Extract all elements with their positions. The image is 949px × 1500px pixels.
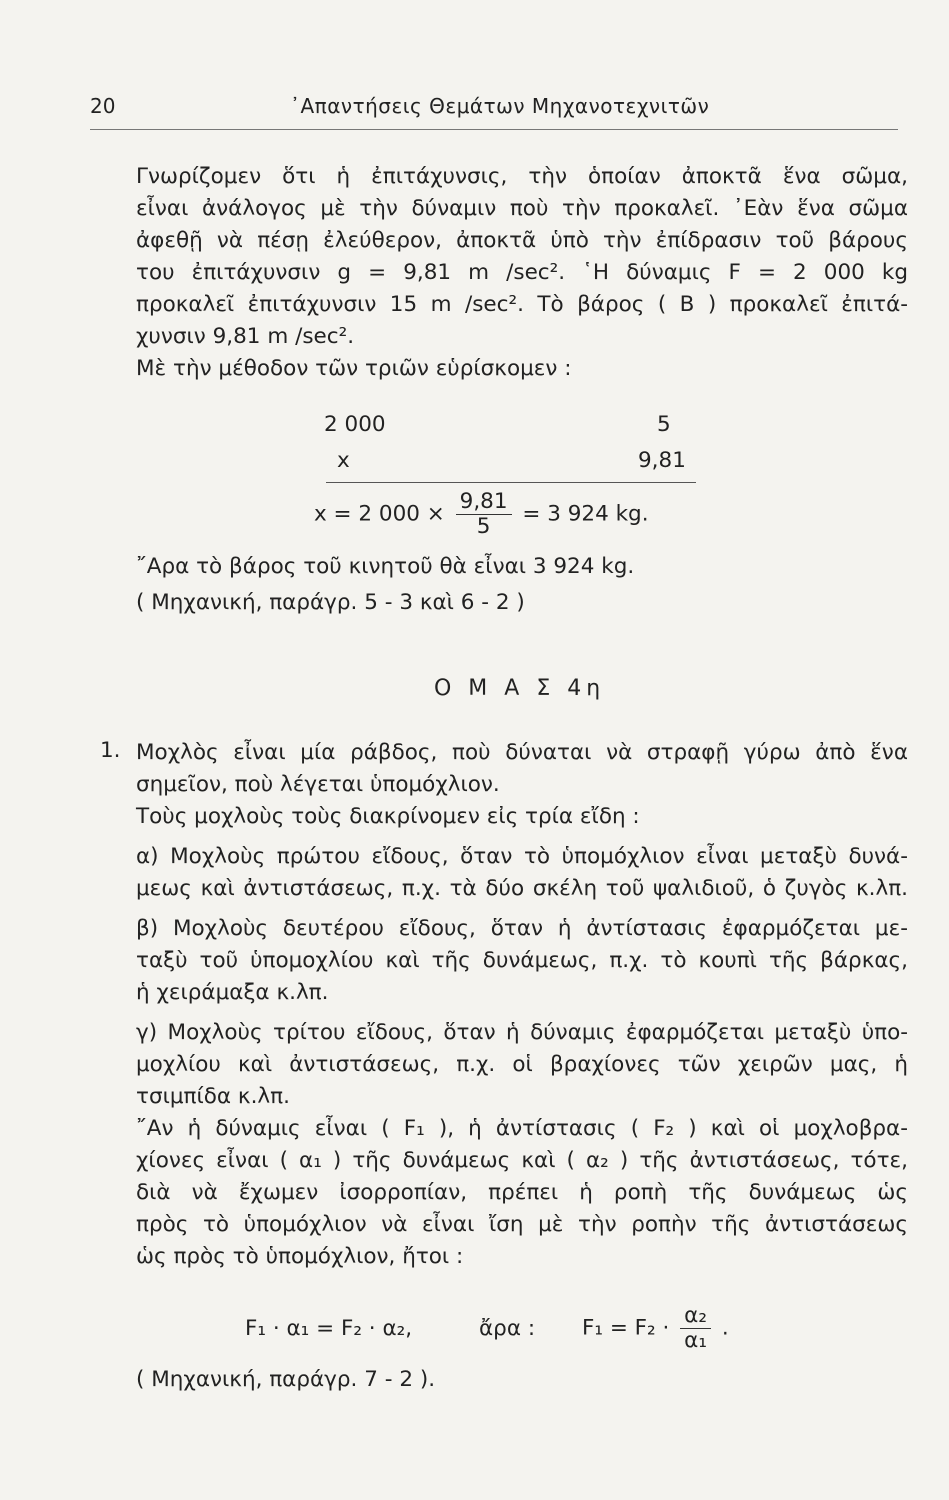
text-line: χυνσιν 9,81 m /sec².	[136, 324, 355, 349]
formula-end: .	[721, 1315, 729, 1341]
calc-eq-lhs: x = 2 000 ×	[314, 501, 445, 527]
formula-right-lhs: F₁ = F₂ ·	[582, 1315, 670, 1341]
text-line: μεως καὶ ἀντιστάσεως, π.χ. τὰ δύο σκέλη τοῦ ψαλιδιοῦ, ὁ ζυγὸς κ.λπ.	[136, 876, 908, 901]
calc-equation	[314, 490, 649, 539]
text-line: πρὸς τὸ ὑπομόχλιον νὰ εἶναι ἴση μὲ τὴν ροπὴν τῆς ἀντιστάσεως	[136, 1212, 908, 1237]
text-line: προκαλεῖ ἐπιτάχυνσιν 15 m /sec². Τὸ βάρος ( B ) προκαλεῖ ἐπιτά-	[136, 292, 908, 317]
text-line: Μοχλὸς εἶναι μία ράβδος, ποὺ δύναται νὰ στραφῇ γύρω ἀπὸ ἕνα	[136, 740, 908, 765]
text-line: τσιμπίδα κ.λπ.	[136, 1084, 290, 1109]
calc-r1-left: 2 000	[324, 412, 386, 437]
text-line: ὡς πρὸς τὸ ὑπομόχλιον, ἤτοι :	[136, 1244, 464, 1269]
calc-frac-den: 5	[476, 514, 491, 539]
text-line: α) Μοχλοὺς πρώτου εἴδους, ὅταν τὸ ὑπομόχλιον εἶναι μεταξὺ δυνά-	[136, 844, 908, 869]
text-line: Τοὺς μοχλοὺς τοὺς διακρίνομεν εἰς τρία εἴδη :	[136, 804, 640, 829]
formula-word: ἄρα :	[479, 1316, 536, 1341]
calc-r1-right: 5	[657, 412, 671, 437]
text-line: γ) Μοχλοὺς τρίτου εἴδους, ὅταν ἡ δύναμις ἐφαρμόζεται μεταξὺ ὑπο-	[136, 1020, 908, 1045]
page-header	[90, 94, 900, 128]
text-line: ῎Αν ἡ δύναμις εἶναι ( F₁ ), ἡ ἀντίστασις ( F₂ ) καὶ οἱ μοχλοβρα-	[136, 1116, 908, 1141]
item-number: 1.	[100, 738, 121, 763]
text-line: β) Μοχλοὺς δευτέρου εἴδους, ὅταν ἡ ἀντίστασις ἐφαρμόζεται με-	[136, 916, 908, 941]
text-line: ἀφεθῇ νὰ πέσῃ ἐλεύθερον, ἀποκτᾶ ὑπὸ τὴν ἐπίδρασιν τοῦ βάρους	[136, 228, 908, 253]
calc-r2-right: 9,81	[638, 448, 686, 473]
formula-fraction	[680, 1304, 711, 1353]
paragraph-result	[136, 551, 908, 619]
calc-divider	[326, 482, 696, 483]
calc-eq-rhs: = 3 924 kg.	[522, 501, 649, 527]
formula-left: F₁ · α₁ = F₂ · α₂,	[245, 1316, 413, 1341]
text-line: ταξὺ τοῦ ὑπομοχλίου καὶ τῆς δυνάμεως, π.χ. τὸ κουπὶ τῆς βάρκας,	[136, 948, 908, 973]
formula-frac-num: α₂	[680, 1304, 711, 1329]
text-line: διὰ νὰ ἔχωμεν ἰσορροπίαν, πρέπει ἡ ροπὴ τῆς δυνάμεως ὡς	[136, 1180, 908, 1205]
running-title: ᾿Απαντήσεις Θεμάτων Μηχανοτεχνιτῶν	[290, 94, 710, 118]
header-rule	[90, 129, 898, 130]
calc-frac-num: 9,81	[456, 490, 512, 515]
text-line: του ἐπιτάχυνσιν g = 9,81 m /sec². ῾Η δύναμις F = 2 000 kg	[136, 260, 908, 285]
formula-frac-den: α₁	[684, 1328, 707, 1353]
text-line: Μὲ τὴν μέθοδον τῶν τριῶν εὑρίσκομεν :	[136, 356, 572, 381]
calc-r2-left: x	[337, 448, 350, 473]
section-heading: Ο Μ Α Σ 4η	[434, 676, 606, 701]
result-line: ῎Αρα τὸ βάρος τοῦ κινητοῦ θὰ εἶναι 3 924 kg.	[136, 554, 635, 579]
text-line: μοχλίου καὶ ἀντιστάσεως, π.χ. οἱ βραχίονες τῶν χειρῶν μας, ἡ	[136, 1052, 908, 1077]
formula-right	[582, 1304, 729, 1353]
paragraph-ref2	[136, 1364, 908, 1396]
text-line: χίονες εἶναι ( α₁ ) τῆς δυνάμεως καὶ ( α₂ ) τῆς ἀντιστάσεως, τότε,	[136, 1148, 908, 1173]
text-line: σημεῖον, ποὺ λέγεται ὑπομόχλιον.	[136, 772, 500, 797]
reference-line: ( Μηχανική, παράγρ. 5 - 3 καὶ 6 - 2 )	[136, 590, 525, 615]
paragraph-acceleration	[136, 161, 908, 385]
page-number: 20	[90, 94, 116, 118]
calc-fraction	[456, 490, 512, 539]
reference-line: ( Μηχανική, παράγρ. 7 - 2 ).	[136, 1367, 436, 1392]
text-line: εἶναι ἀνάλογος μὲ τὴν δύναμιν ποὺ τὴν προκαλεῖ. ᾿Εὰν ἕνα σῶμα	[136, 196, 908, 221]
paragraph-levers	[136, 737, 908, 1273]
text-line: ἡ χειράμαξα κ.λπ.	[136, 980, 329, 1005]
text-line: Γνωρίζομεν ὅτι ἡ ἐπιτάχυνσις, τὴν ὁποίαν ἀποκτᾶ ἕνα σῶμα,	[136, 164, 908, 189]
